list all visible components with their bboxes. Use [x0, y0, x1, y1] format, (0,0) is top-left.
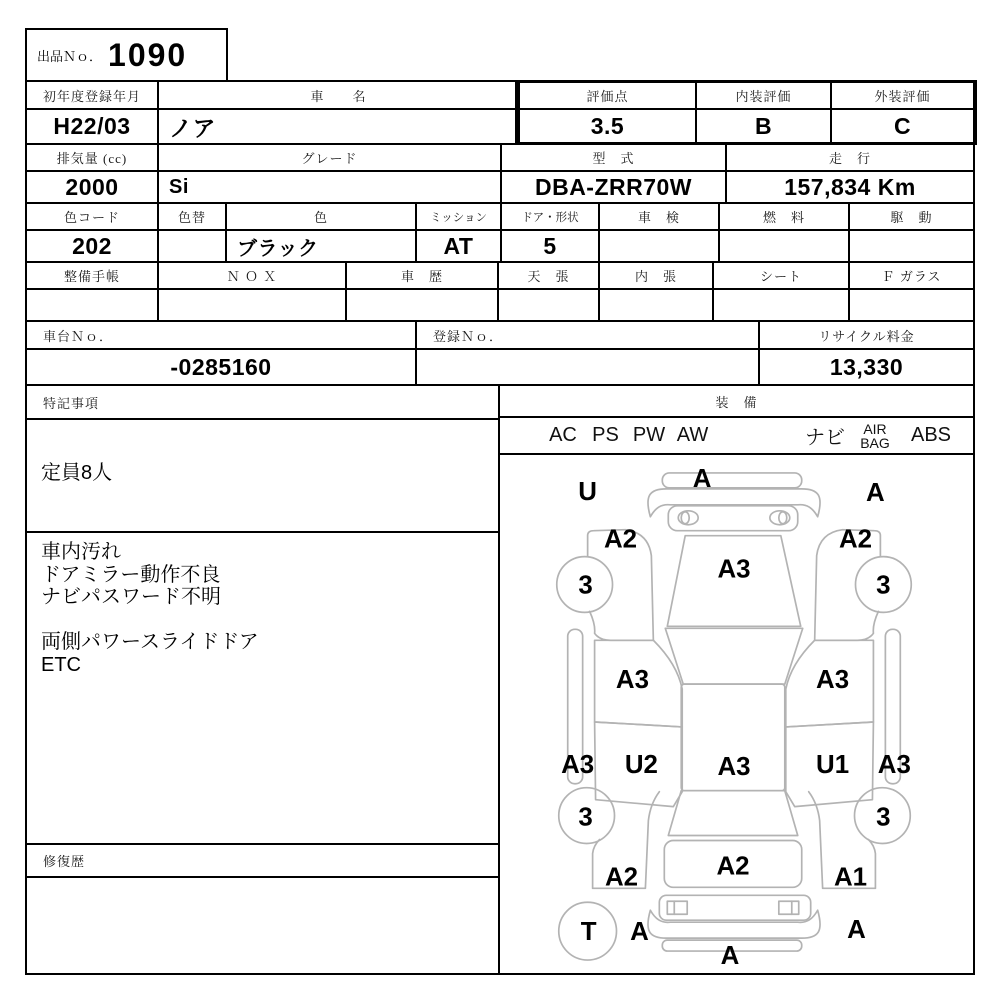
- damage-code: A3: [717, 752, 751, 781]
- damage-code: 3: [876, 571, 891, 600]
- damage-diagram: [500, 455, 973, 973]
- value-chassis-number: -0285160: [27, 350, 415, 384]
- value-drivetrain: [850, 231, 973, 261]
- header-registration-number: 登録Ｎｏ．: [417, 322, 758, 348]
- header-seat: シート: [714, 263, 848, 288]
- note-line: ナビパスワード不明: [41, 586, 221, 608]
- damage-code: 3: [876, 803, 891, 832]
- damage-code: 3: [578, 571, 593, 600]
- header-mileage: 走 行: [727, 145, 973, 170]
- damage-code: A3: [816, 666, 850, 695]
- value-color: ブラック: [227, 231, 415, 261]
- value-interior-grade: B: [697, 110, 830, 143]
- value-registration-number: [417, 350, 758, 384]
- damage-code: A: [630, 918, 649, 947]
- value-mileage: 157,834 Km: [727, 172, 973, 202]
- car-top-view: [500, 455, 973, 973]
- equipment-cell: [962, 418, 973, 453]
- value-nox: [159, 290, 345, 320]
- repair-history-box: [27, 878, 498, 973]
- value-exterior-grade: C: [832, 110, 973, 143]
- damage-code: A: [847, 916, 866, 945]
- damage-code: A3: [717, 555, 751, 584]
- header-displacement: 排気量 (cc): [27, 145, 157, 170]
- header-nox: Ｎ Ｏ Ｘ: [159, 263, 345, 288]
- header-drivetrain: 駆 動: [850, 204, 973, 229]
- header-repair-history: 修復歴: [27, 845, 498, 876]
- value-headliner: [499, 290, 598, 320]
- header-interior-grade: 内装評価: [697, 82, 830, 108]
- header-equipment: 装 備: [500, 386, 973, 416]
- equipment-cell-ps: PS: [585, 418, 626, 453]
- auction-number-value: 1090: [108, 36, 188, 73]
- header-car-history: 車 歴: [347, 263, 497, 288]
- header-car-name: 車 名: [159, 82, 518, 108]
- header-chassis-number: 車台Ｎｏ．: [27, 322, 415, 348]
- value-trim-grade: Si: [159, 172, 500, 202]
- header-special-notes: 特記事項: [27, 386, 498, 418]
- damage-code: A: [692, 464, 712, 493]
- value-front-glass: [850, 290, 973, 320]
- header-exterior-grade: 外装評価: [832, 82, 973, 108]
- value-seat: [714, 290, 848, 320]
- header-door-shape: ドア・形状: [502, 204, 598, 229]
- header-grade-score: 評価点: [520, 82, 695, 108]
- auction-number-box: [25, 28, 228, 82]
- damage-code: A2: [716, 852, 750, 881]
- value-maintenance-book: [27, 290, 157, 320]
- value-car-name: ノア: [159, 110, 518, 143]
- auction-number-label: 出品Ｎｏ．: [37, 48, 103, 64]
- equipment-cell: [715, 418, 756, 453]
- header-maintenance-book: 整備手帳: [27, 263, 157, 288]
- damage-code: A2: [604, 863, 639, 892]
- special-notes-body: [27, 533, 498, 843]
- equipment-cell-airbag: AIR BAG: [850, 418, 900, 453]
- header-headliner: 天 張: [499, 263, 598, 288]
- value-fuel: [720, 231, 848, 261]
- equipment-cell-abs: ABS: [902, 418, 960, 453]
- damage-code: A3: [877, 750, 911, 779]
- damage-code: U: [578, 477, 597, 506]
- equipment-cell-aw: AW: [672, 418, 713, 453]
- equipment-cell-pw: PW: [628, 418, 670, 453]
- equipment-cell-ac: AC: [543, 418, 583, 453]
- damage-code: A2: [603, 525, 638, 554]
- note-line: 両側パワースライドドア: [41, 631, 259, 653]
- header-color-code: 色コード: [27, 204, 157, 229]
- damage-code: U1: [816, 750, 850, 779]
- damage-code: 3: [578, 803, 593, 832]
- header-interior-trim: 内 張: [600, 263, 712, 288]
- header-inspection: 車 検: [600, 204, 718, 229]
- damage-code: A: [866, 478, 885, 507]
- special-notes-capacity: 定員8人: [27, 420, 498, 531]
- value-displacement: 2000: [27, 172, 157, 202]
- value-door-shape: 5: [502, 231, 598, 261]
- value-recycle-fee: 13,330: [760, 350, 973, 384]
- damage-code: T: [580, 918, 597, 947]
- header-color-change: 色替: [159, 204, 225, 229]
- equipment-cell: [500, 418, 541, 453]
- value-model-code: DBA-ZRR70W: [502, 172, 725, 202]
- header-color: 色: [227, 204, 415, 229]
- damage-codes: [561, 465, 911, 970]
- value-inspection: [600, 231, 718, 261]
- note-line: [41, 609, 492, 632]
- header-first-registration: 初年度登録年月: [27, 82, 157, 108]
- damage-code: U2: [624, 750, 658, 779]
- damage-code: A3: [561, 750, 595, 779]
- note-line: 車内汚れ: [41, 541, 121, 563]
- note-line: ドアミラー動作不良: [41, 563, 221, 586]
- header-fuel: 燃 料: [720, 204, 848, 229]
- header-trim-grade: グレード: [159, 145, 500, 170]
- header-transmission: ミッション: [417, 204, 500, 229]
- header-recycle-fee: リサイクル料金: [760, 322, 973, 348]
- header-front-glass: Ｆ ガラス: [850, 263, 973, 288]
- value-color-change: [159, 231, 225, 261]
- damage-code: A1: [833, 863, 868, 892]
- equipment-row: [500, 418, 973, 453]
- value-interior-trim: [600, 290, 712, 320]
- value-color-code: 202: [27, 231, 157, 261]
- value-transmission: AT: [417, 231, 500, 261]
- value-grade-score: 3.5: [520, 110, 695, 143]
- value-first-registration: H22/03: [27, 110, 157, 143]
- header-model-code: 型 式: [502, 145, 725, 170]
- damage-code: A: [720, 942, 740, 971]
- damage-code: A2: [838, 525, 873, 554]
- equipment-cell: [758, 418, 800, 453]
- equipment-cell-navi: ナビ: [802, 418, 848, 453]
- value-car-history: [347, 290, 497, 320]
- note-line: ETC: [41, 653, 81, 676]
- damage-code: A3: [615, 666, 649, 695]
